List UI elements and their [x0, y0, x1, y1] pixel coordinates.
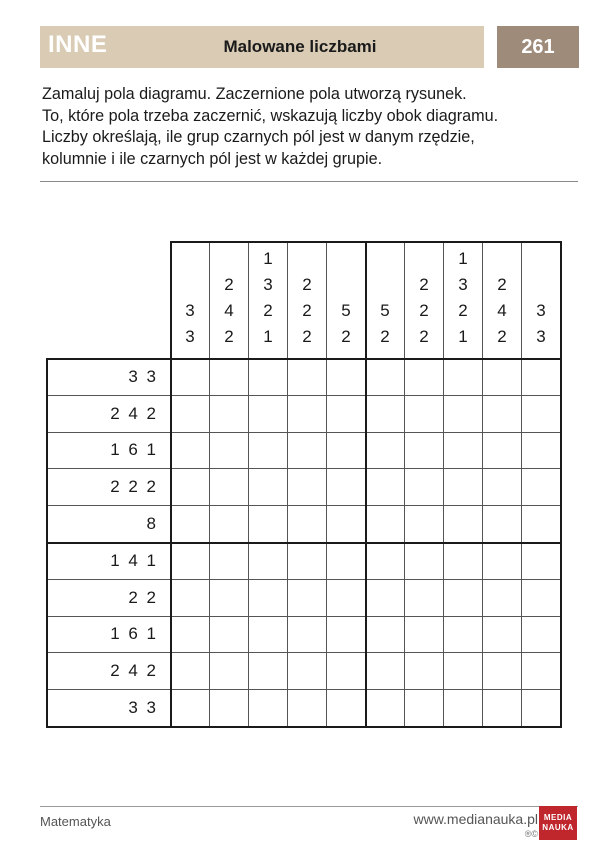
instruction-line: Zamaluj pola diagramu. Zaczernione pola utworzą rysunek. — [42, 85, 467, 103]
column-clue — [210, 241, 249, 359]
column-clue-number: 2 — [224, 327, 234, 346]
column-clue-number: 1 — [263, 327, 273, 346]
grid-cell[interactable] — [444, 653, 483, 690]
column-clue-number: 4 — [497, 301, 507, 320]
column-clue-number: 2 — [263, 301, 273, 320]
column-clue — [288, 241, 327, 359]
column-clue-number: 2 — [497, 327, 507, 346]
grid-cell[interactable] — [366, 543, 405, 580]
grid-cell[interactable] — [171, 396, 210, 433]
category-label: INNE — [48, 31, 108, 58]
grid-cell[interactable] — [366, 396, 405, 433]
column-clue — [522, 241, 561, 359]
column-clue-number: 1 — [263, 249, 273, 268]
grid-cell[interactable] — [444, 506, 483, 543]
column-clue-number: 3 — [263, 275, 273, 294]
grid-cell[interactable] — [327, 396, 366, 433]
column-clue-number: 2 — [497, 275, 507, 294]
grid-cell[interactable] — [288, 690, 327, 727]
logo-text: NAUKA — [542, 823, 574, 832]
grid-cell[interactable] — [366, 617, 405, 654]
footer-copyright: ®© — [524, 829, 538, 839]
grid-cell[interactable] — [171, 653, 210, 690]
row-clue: 2 4 2 — [46, 396, 171, 433]
grid-cell[interactable] — [366, 433, 405, 470]
grid-cell[interactable] — [171, 359, 210, 396]
grid-cell[interactable] — [249, 469, 288, 506]
footer-divider — [40, 806, 578, 807]
row-clue: 2 4 2 — [46, 653, 171, 690]
grid-cell[interactable] — [405, 543, 444, 580]
logo-text: MEDIA — [543, 813, 573, 822]
column-clue-number: 2 — [458, 301, 468, 320]
column-clue-number: 2 — [302, 275, 312, 294]
grid-cell[interactable] — [405, 690, 444, 727]
column-clue-number: 1 — [458, 249, 468, 268]
grid-cell[interactable] — [522, 653, 561, 690]
grid-cell[interactable] — [405, 359, 444, 396]
instruction-line: To, które pola trzeba zaczernić, wskazują liczby obok diagramu. — [42, 106, 499, 125]
grid-cell[interactable] — [522, 580, 561, 617]
grid-cell[interactable] — [249, 543, 288, 580]
grid-cell[interactable] — [483, 433, 522, 470]
grid-cell[interactable] — [288, 396, 327, 433]
grid-cell[interactable] — [327, 617, 366, 654]
grid-cell[interactable] — [210, 396, 249, 433]
row-clue: 3 3 — [46, 690, 171, 727]
grid-cell[interactable] — [366, 469, 405, 506]
instruction-line: Liczby określają, ile grup czarnych pól jest w danym rzędzie, — [42, 128, 475, 146]
grid-cell[interactable] — [249, 433, 288, 470]
grid-cell[interactable] — [522, 469, 561, 506]
column-clue — [405, 241, 444, 359]
instructions — [42, 84, 582, 170]
grid-cell[interactable] — [327, 580, 366, 617]
puzzle-number-badge: 261 — [497, 26, 579, 68]
column-clue — [444, 241, 483, 359]
grid-cell[interactable] — [249, 506, 288, 543]
grid-cell[interactable] — [210, 543, 249, 580]
grid-cell[interactable] — [366, 506, 405, 543]
grid-cell[interactable] — [288, 433, 327, 470]
grid-cell[interactable] — [483, 617, 522, 654]
grid-cell[interactable] — [483, 580, 522, 617]
column-clue-number: 3 — [185, 301, 195, 320]
grid-cell[interactable] — [405, 396, 444, 433]
column-clue-number: 2 — [341, 327, 351, 346]
column-clue-number: 3 — [185, 327, 195, 346]
grid-cell[interactable] — [483, 359, 522, 396]
grid-cell[interactable] — [210, 359, 249, 396]
grid-cell[interactable] — [288, 653, 327, 690]
column-clue-number: 4 — [224, 301, 234, 320]
grid-cell[interactable] — [288, 580, 327, 617]
grid-cell[interactable] — [327, 506, 366, 543]
grid-cell[interactable] — [249, 580, 288, 617]
media-nauka-logo — [539, 806, 577, 840]
grid-cell[interactable] — [522, 433, 561, 470]
column-clue-number: 1 — [458, 327, 468, 346]
footer-website-link[interactable]: www.medianauka.pl — [413, 811, 538, 827]
row-clue: 2 2 2 — [46, 469, 171, 506]
grid-cell[interactable] — [444, 617, 483, 654]
column-clue-number: 5 — [380, 301, 390, 320]
grid-cell[interactable] — [405, 617, 444, 654]
grid-cell[interactable] — [483, 690, 522, 727]
grid-cell[interactable] — [405, 580, 444, 617]
grid-cell[interactable] — [171, 506, 210, 543]
grid-cell[interactable] — [366, 580, 405, 617]
grid-cell[interactable] — [444, 359, 483, 396]
grid-cell[interactable] — [444, 580, 483, 617]
column-clue-number: 2 — [419, 301, 429, 320]
grid-cell[interactable] — [444, 469, 483, 506]
column-clue-number: 3 — [536, 301, 546, 320]
grid-cell[interactable] — [444, 433, 483, 470]
grid-cell[interactable] — [210, 469, 249, 506]
page-title: Malowane liczbami — [223, 37, 377, 56]
footer-subject: Matematyka — [40, 814, 111, 829]
grid-cell[interactable] — [483, 543, 522, 580]
grid-cell[interactable] — [171, 469, 210, 506]
column-clue-number: 2 — [302, 301, 312, 320]
grid-cell[interactable] — [522, 359, 561, 396]
grid-cell[interactable] — [288, 359, 327, 396]
grid-cell[interactable] — [171, 580, 210, 617]
instruction-line: kolumnie i ile czarnych pól jest w każdej grupie. — [42, 149, 383, 168]
row-clue: 3 3 — [46, 359, 171, 396]
grid-cell[interactable] — [366, 690, 405, 727]
grid-cell[interactable] — [366, 653, 405, 690]
grid-cell[interactable] — [171, 433, 210, 470]
grid-cell[interactable] — [327, 543, 366, 580]
grid-border-line — [46, 358, 48, 727]
grid-cell[interactable] — [522, 690, 561, 727]
grid-cell[interactable] — [522, 617, 561, 654]
grid-cell[interactable] — [171, 543, 210, 580]
grid-cell[interactable] — [210, 580, 249, 617]
grid-cell[interactable] — [327, 433, 366, 470]
grid-cell[interactable] — [210, 433, 249, 470]
grid-cell[interactable] — [327, 653, 366, 690]
grid-cell[interactable] — [288, 617, 327, 654]
row-clue: 1 4 1 — [46, 543, 171, 580]
row-clue: 8 — [46, 506, 171, 543]
row-clue: 1 6 1 — [46, 433, 171, 470]
column-clue — [483, 241, 522, 359]
grid-cell[interactable] — [327, 690, 366, 727]
grid-cell[interactable] — [522, 506, 561, 543]
grid-cell[interactable] — [327, 469, 366, 506]
column-clue-number: 2 — [380, 327, 390, 346]
grid-cell[interactable] — [210, 690, 249, 727]
grid-cell[interactable] — [522, 543, 561, 580]
grid-cell[interactable] — [444, 543, 483, 580]
column-clue — [366, 241, 405, 359]
grid-cell[interactable] — [288, 469, 327, 506]
grid-cell[interactable] — [483, 469, 522, 506]
column-clue — [171, 241, 210, 359]
column-clue-number: 2 — [419, 327, 429, 346]
grid-cell[interactable] — [249, 396, 288, 433]
grid-border-line — [170, 241, 561, 243]
divider — [40, 181, 578, 182]
grid-cell[interactable] — [366, 359, 405, 396]
grid-cell[interactable] — [210, 617, 249, 654]
column-clue-number: 3 — [458, 275, 468, 294]
column-clue-number: 3 — [536, 327, 546, 346]
row-clue: 1 6 1 — [46, 617, 171, 654]
column-clue — [249, 241, 288, 359]
column-clue-number: 5 — [341, 301, 351, 320]
grid-cell[interactable] — [405, 433, 444, 470]
column-clue-number: 2 — [224, 275, 234, 294]
grid-cell[interactable] — [288, 506, 327, 543]
grid-cell[interactable] — [522, 396, 561, 433]
column-clue-number: 2 — [302, 327, 312, 346]
column-clue — [327, 241, 366, 359]
grid-cell[interactable] — [444, 690, 483, 727]
grid-cell[interactable] — [405, 469, 444, 506]
grid-cell[interactable] — [249, 359, 288, 396]
grid-cell[interactable] — [210, 653, 249, 690]
grid-cell[interactable] — [405, 653, 444, 690]
grid-cell[interactable] — [249, 690, 288, 727]
grid-cell[interactable] — [210, 506, 249, 543]
grid-cell[interactable] — [249, 617, 288, 654]
grid-cell[interactable] — [483, 653, 522, 690]
grid-cell[interactable] — [444, 396, 483, 433]
grid-cell[interactable] — [171, 617, 210, 654]
grid-cell[interactable] — [171, 690, 210, 727]
column-clue-number: 2 — [419, 275, 429, 294]
grid-cell[interactable] — [483, 506, 522, 543]
grid-cell[interactable] — [483, 396, 522, 433]
grid-cell[interactable] — [288, 543, 327, 580]
grid-cell[interactable] — [249, 653, 288, 690]
grid-cell[interactable] — [405, 506, 444, 543]
row-clue: 2 2 — [46, 580, 171, 617]
grid-cell[interactable] — [327, 359, 366, 396]
